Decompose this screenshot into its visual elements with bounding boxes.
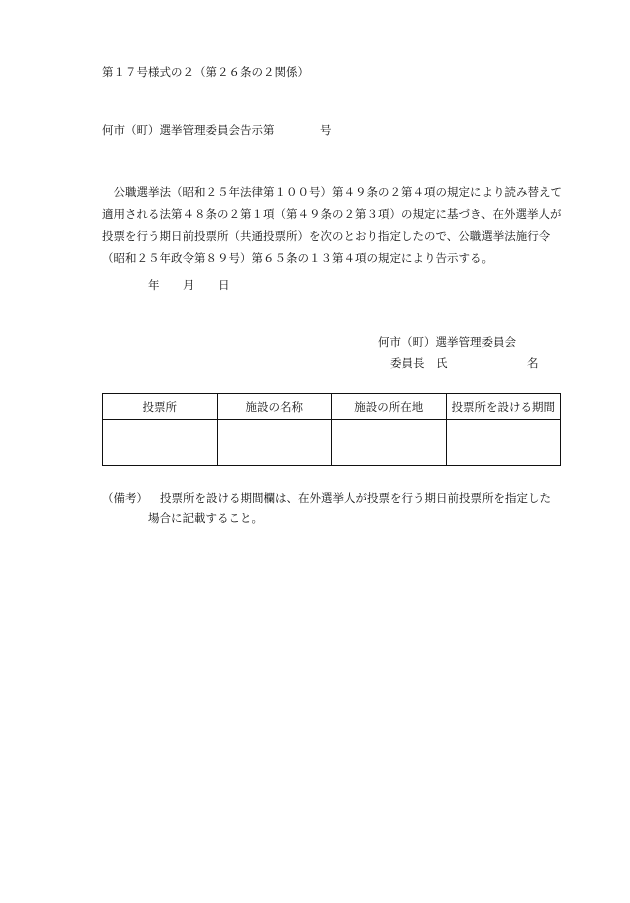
date-day: 日	[218, 278, 230, 292]
remarks-line-1	[102, 488, 551, 508]
body-line-3: 投票を行う期日前投票所（共通投票所）を次のとおり指定したので、公職選挙法施行令	[102, 229, 551, 243]
date-year: 年	[148, 278, 160, 292]
polling-place-table	[102, 393, 561, 466]
remarks-label: （備考）	[102, 491, 148, 505]
header-facility-address: 施設の所在地	[332, 394, 447, 420]
body-line-2: 適用される法第４８条の２第１項（第４９条の２第３項）の規定に基づき、在外選挙人が	[102, 207, 562, 221]
form-number: 第１７号様式の２（第２６条の２関係）	[102, 65, 309, 79]
body-line-4: （昭和２５年政令第８９号）第６５条の１３第４項の規定により告示する。	[102, 251, 493, 265]
notice-body	[102, 181, 572, 269]
header-facility-name: 施設の名称	[217, 394, 332, 420]
notice-title: 何市（町）選挙管理委員会告示第	[102, 123, 275, 137]
table-row	[103, 420, 561, 466]
date-month: 月	[183, 278, 195, 292]
chair-title: 委員長 氏	[390, 356, 448, 370]
remarks-text-2: 場合に記載すること。	[148, 511, 263, 525]
header-polling-period: 投票所を設ける期間	[446, 394, 561, 420]
body-line-1: 公職選挙法（昭和２５年法律第１００号）第４９条の２第４項の規定により読み替えて	[102, 185, 562, 199]
cell-facility-name	[217, 420, 332, 466]
remarks	[102, 488, 551, 528]
header-polling-place: 投票所	[103, 394, 218, 420]
table-header-row	[103, 394, 561, 420]
notice-number-suffix: 号	[320, 123, 332, 137]
remarks-text-1: 投票所を設ける期間欄は、在外選挙人が投票を行う期日前投票所を指定した	[160, 491, 551, 505]
chair-name-suffix: 名	[527, 356, 539, 370]
cell-polling-period	[446, 420, 561, 466]
cell-facility-address	[332, 420, 447, 466]
committee-name: 何市（町）選挙管理委員会	[378, 335, 516, 349]
cell-polling-place	[103, 420, 218, 466]
